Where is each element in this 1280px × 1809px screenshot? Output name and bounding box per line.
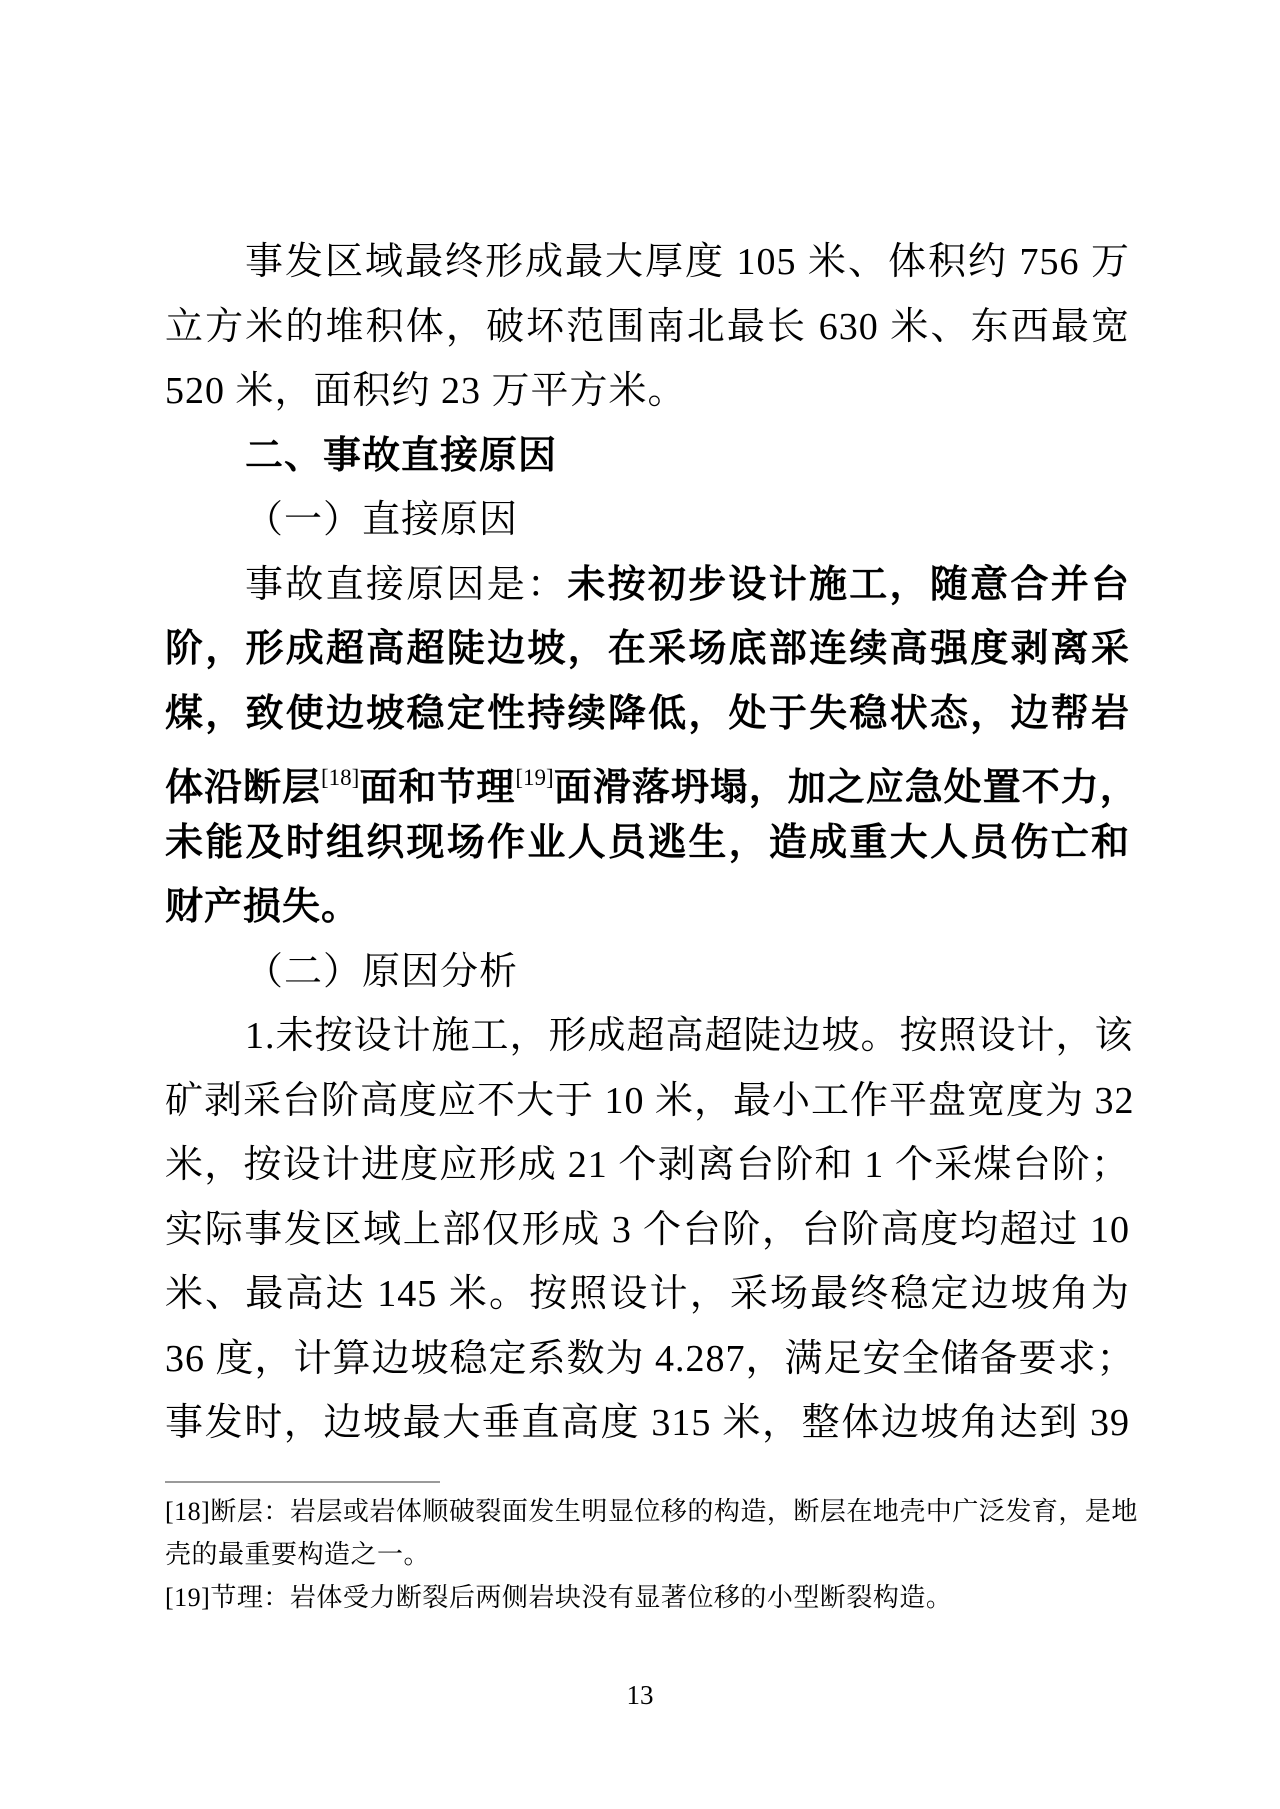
subsection-heading-1 — [165, 488, 1130, 553]
text-line — [165, 1069, 1135, 1134]
text-segment: 面滑落坍塌，加之应急处置不力， — [553, 767, 1139, 809]
text-segment: 财产损失。 — [165, 886, 361, 928]
text-segment: 事发时，边坡最大垂直高度 315 米，整体边坡角达到 39 — [165, 1402, 1130, 1444]
document-body — [165, 230, 1139, 1456]
footnote-line — [165, 1490, 1138, 1533]
text-line — [165, 811, 1130, 876]
text-segment: （二）原因分析 — [245, 950, 519, 993]
text-segment: 事故直接原因是： — [245, 563, 568, 606]
page-number: 13 — [626, 1680, 654, 1710]
text-segment: [18]断层：岩层或岩体顺破裂面发生明显位移的构造，断层在地壳中广泛发育，是地 — [165, 1497, 1138, 1526]
text-line — [165, 746, 1139, 811]
text-segment: 面和节理 — [359, 767, 516, 809]
text-line — [165, 230, 1130, 295]
text-line — [165, 1391, 1130, 1456]
text-segment: 米，按设计进度应形成 21 个剥离台阶和 1 个采煤台阶； — [165, 1144, 1130, 1186]
text-segment: 阶，形成超高超陡边坡，在采场底部连续高强度剥离采 — [165, 628, 1130, 670]
text-segment: 未能及时组织现场作业人员逃生，造成重大人员伤亡和 — [165, 821, 1130, 864]
text-segment: 1.未按设计施工，形成超高超陡边坡。按照设计，该 — [245, 1015, 1134, 1057]
footnote-reference: [19] — [515, 765, 554, 790]
text-segment: 体沿断层 — [165, 767, 322, 809]
footnote-lines — [165, 1490, 1138, 1619]
text-segment: 实际事发区域上部仅形成 3 个台阶，台阶高度均超过 10 — [165, 1208, 1130, 1251]
text-segment: （一）直接原因 — [245, 499, 519, 541]
text-line — [165, 1133, 1130, 1198]
text-line — [165, 1262, 1130, 1327]
text-segment: 事发区域最终形成最大厚度 105 米、体积约 756 万 — [245, 241, 1130, 283]
text-segment: 米、最高达 145 米。按照设计，采场最终稳定边坡角为 — [165, 1273, 1130, 1315]
footnote-line — [165, 1533, 1130, 1576]
footnote-separator — [165, 1481, 440, 1483]
text-line — [165, 1198, 1130, 1263]
text-line — [165, 295, 1130, 360]
footnotes — [165, 1481, 1138, 1619]
text-segment: 矿剥采台阶高度应不大于 10 米，最小工作平盘宽度为 32 — [165, 1079, 1135, 1122]
text-line — [165, 553, 1130, 618]
text-line — [165, 617, 1130, 682]
text-segment: 520 米，面积约 23 万平方米。 — [165, 370, 687, 412]
text-segment: 二、事故直接原因 — [245, 434, 558, 477]
text-line — [165, 875, 1130, 940]
text-segment: 煤，致使边坡稳定性持续降低，处于失稳状态，边帮岩 — [165, 692, 1130, 735]
text-line — [165, 1327, 1136, 1392]
text-line — [165, 682, 1130, 747]
text-line — [165, 359, 1130, 424]
footnote-reference: [18] — [321, 765, 360, 790]
text-segment: 未按初步设计施工，随意合并台 — [567, 563, 1130, 606]
section-heading — [165, 424, 1130, 489]
footnote-line — [165, 1576, 1130, 1619]
text-segment: 立方米的堆积体，破坏范围南北最长 630 米、东西最宽 — [165, 305, 1130, 348]
text-segment: [19]节理：岩体受力断裂后两侧岩块没有显著位移的小型断裂构造。 — [165, 1583, 953, 1612]
text-line — [165, 1004, 1134, 1069]
subsection-heading-2 — [165, 940, 1130, 1005]
text-segment: 36 度，计算边坡稳定系数为 4.287，满足安全储备要求； — [165, 1337, 1136, 1380]
text-segment: 壳的最重要构造之一。 — [165, 1540, 431, 1569]
